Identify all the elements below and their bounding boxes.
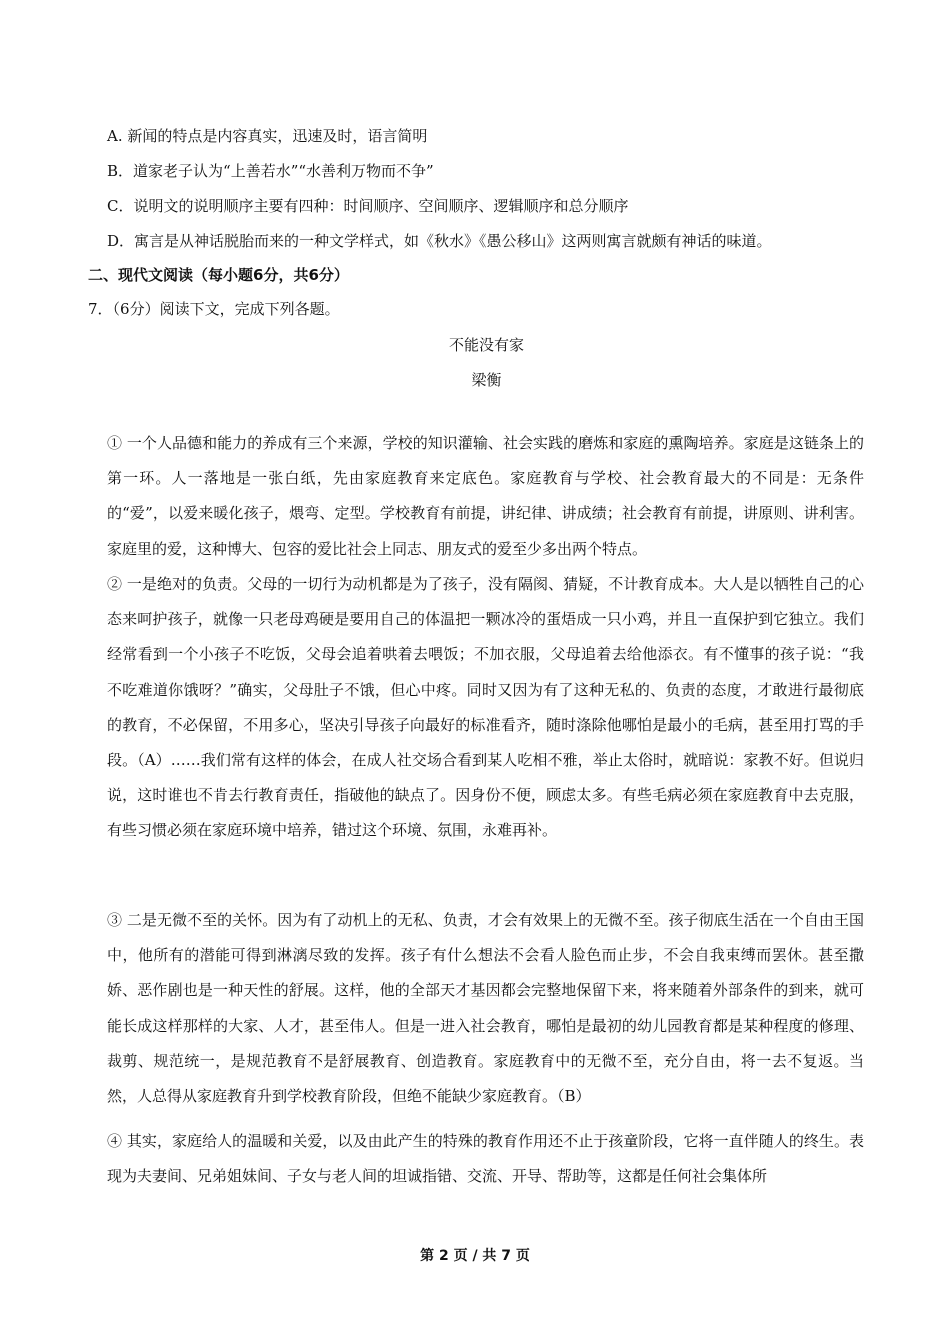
option-a: A. 新闻的特点是内容真实，迅速及时，语言简明 <box>107 127 428 145</box>
option-d: D．寓言是从神话脱胎而来的一种文学样式，如《秋水》《愚公移山》这两则寓言就颇有神话的味道。 <box>107 232 772 250</box>
question-7-prompt: 7．（6分）阅读下文，完成下列各题。 <box>88 300 340 318</box>
article-paragraph-2: ② 一是绝对的负责。父母的一切行为动机都是为了孩子，没有隔阂、猜疑，不计教育成本。大人是以牺牲自己的心态来呵护孩子，就像一只老母鸡硬是要用自己的体温把一颗冰冷的蛋焐成一只小鸡，并且一直保护到它独立。我们经常看到一个小孩子不吃饭，父母会追着哄着去喂饭；不加衣服，父母追着去给他添衣。有不懂事的孩子说：“我不吃难道你饿呀？”确实，父母肚子不饿，但心中疼。同时又因为有了这种无私的、负责的态度，才敢进行最彻底的教育，不必保留，不用多心，坚决引导孩子向最好的标准看齐，随时涤除他哪怕是最小的毛病，甚至用打骂的手段。（A）……我们常有这样的体会，在成人社交场合看到某人吃相不雅，举止太俗时，就暗说：家教不好。但说归说，这时谁也不肯去行教育责任，指破他的缺点了。因身份不便，顾虑太多。有些毛病必须在家庭教育中去克服，有些习惯必须在家庭环境中培养，错过这个环境、氛围，永难再补。 <box>107 575 864 840</box>
option-c: C．说明文的说明顺序主要有四种：时间顺序、空间顺序、逻辑顺序和总分顺序 <box>107 197 629 215</box>
article-title: 不能没有家 <box>448 336 524 354</box>
page-footer: 第 2 页 / 共 7 页 <box>420 1248 530 1264</box>
option-b: B．道家老子认为“上善若水”“水善利万物而不争” <box>107 162 434 180</box>
article-paragraph-4: ④ 其实，家庭给人的温暖和关爱，以及由此产生的特殊的教育作用还不止于孩童阶段，它将一直伴随人的终生。表现为夫妻间、兄弟姐妹间、子女与老人间的坦诚指错、交流、开导、帮助等，这都是任何社会集体所 <box>107 1132 864 1186</box>
article-author: 梁衡 <box>471 371 502 389</box>
article-paragraph-1: ① 一个人品德和能力的养成有三个来源，学校的知识灌输、社会实践的磨炼和家庭的熏陶培养。家庭是这链条上的第一环。人一落地是一张白纸，先由家庭教育来定底色。家庭教育与学校、社会教育最大的不同是：无条件的“爱”，以爱来暖化孩子，煨弯、定型。学校教育有前提，讲纪律、讲成绩；社会教育有前提，讲原则、讲利害。家庭里的爱，这种博大、包容的爱比社会上同志、朋友式的爱至少多出两个特点。 <box>107 434 864 558</box>
section-heading: 二、现代文阅读（每小题6分，共6分） <box>88 266 349 284</box>
article-paragraph-3: ③ 二是无微不至的关怀。因为有了动机上的无私、负责，才会有效果上的无微不至。孩子彻底生活在一个自由王国中，他所有的潜能可得到淋漓尽致的发挥。孩子有什么想法不会看人脸色而止步，不会自我束缚而罢休。甚至撒娇、恶作剧也是一种天性的舒展。这样，他的全部天才基因都会完整地保留下来，将来随着外部条件的到来，就可能长成这样那样的大家、人才，甚至伟人。但是一进入社会教育，哪怕是最初的幼儿园教育都是某种程度的修理、裁剪、规范统一，是规范教育不是舒展教育、创造教育。家庭教育中的无微不至，充分自由，将一去不复返。当然，人总得从家庭教育升到学校教育阶段，但绝不能缺少家庭教育。（B） <box>107 911 864 1106</box>
